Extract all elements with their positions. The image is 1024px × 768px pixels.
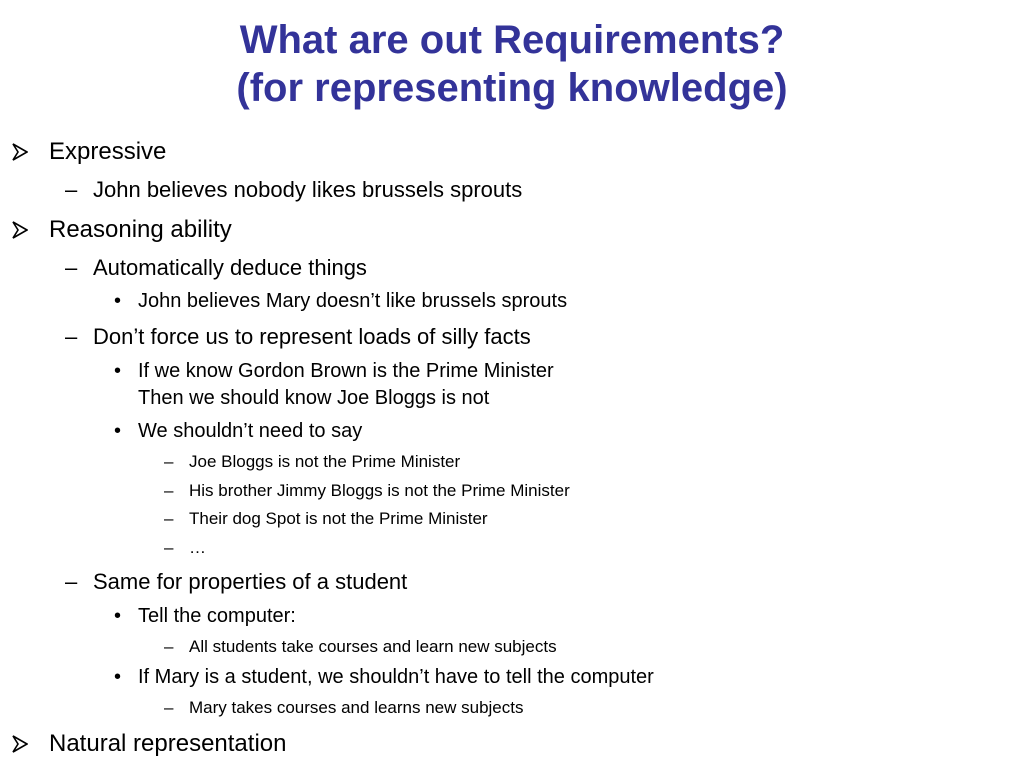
slide-title-line-2: (for representing knowledge)	[236, 66, 788, 110]
dash-marker: –	[65, 255, 78, 280]
bullet-item	[114, 664, 654, 691]
dot-marker: •	[114, 605, 122, 627]
bullet-text: If Mary is a student, we shouldn’t have to tell the computer	[138, 666, 654, 688]
bullet-item	[164, 538, 206, 558]
bullet-text: …	[189, 538, 206, 557]
bullet-text: We shouldn’t need to say	[138, 420, 363, 442]
bullet-item	[114, 358, 554, 385]
bullet-item	[65, 255, 367, 281]
dot-marker: •	[114, 290, 122, 312]
bullet-item	[164, 481, 570, 501]
dash-marker: –	[65, 324, 78, 349]
dash-marker: –	[164, 452, 174, 471]
bullet-continuation	[138, 385, 489, 412]
bullet-text: Automatically deduce things	[93, 255, 367, 280]
bullet-item	[164, 698, 524, 718]
bullet-item	[65, 177, 523, 203]
arrow-bullet-icon	[12, 216, 28, 239]
bullet-text: Tell the computer:	[138, 605, 296, 627]
dash-marker: –	[164, 509, 174, 528]
bullet-text: All students take courses and learn new subjects	[189, 637, 557, 656]
bullet-item	[65, 324, 531, 350]
slide-title	[0, 16, 1024, 112]
bullet-text: Their dog Spot is not the Prime Minister	[189, 509, 488, 528]
bullet-text: If we know Gordon Brown is the Prime Minister	[138, 360, 554, 382]
bullet-item	[114, 288, 568, 315]
dot-marker: •	[114, 360, 122, 382]
bullet-text: Mary takes courses and learns new subjects	[189, 698, 524, 717]
bullet-item	[65, 569, 408, 595]
dash-marker: –	[164, 481, 174, 500]
bullet-text: His brother Jimmy Bloggs is not the Prime Minister	[189, 481, 570, 500]
bullet-text: Natural representation	[49, 730, 287, 757]
dot-marker: •	[114, 666, 122, 688]
bullet-text: John believes Mary doesn’t like brussels sprouts	[138, 290, 568, 312]
bullet-text: Don’t force us to represent loads of silly facts	[93, 324, 531, 349]
bullet-item	[164, 509, 488, 529]
bullet-text: John believes nobody likes brussels sprouts	[93, 177, 523, 202]
bullet-text: Joe Bloggs is not the Prime Minister	[189, 452, 461, 471]
slide-title-line-1: What are out Requirements?	[239, 18, 785, 62]
dash-marker: –	[164, 538, 174, 557]
bullet-text: Same for properties of a student	[93, 569, 408, 594]
dot-marker: •	[114, 420, 122, 442]
dash-marker: –	[164, 698, 174, 717]
bullet-item	[164, 637, 557, 657]
dash-marker: –	[65, 177, 78, 202]
dash-marker: –	[164, 637, 174, 656]
bullet-item	[114, 418, 363, 445]
bullet-item-reasoning-ability	[49, 216, 232, 244]
bullet-text: Expressive	[49, 138, 167, 165]
bullet-item-expressive	[49, 138, 166, 166]
arrow-bullet-icon	[12, 730, 28, 753]
arrow-bullet-icon	[12, 138, 28, 161]
bullet-item	[114, 603, 296, 630]
bullet-item	[164, 452, 461, 472]
dash-marker: –	[65, 569, 78, 594]
bullet-text: Then we should know Joe Bloggs is not	[138, 387, 490, 409]
bullet-text: Reasoning ability	[49, 216, 232, 243]
bullet-item-natural-representation	[49, 730, 286, 758]
